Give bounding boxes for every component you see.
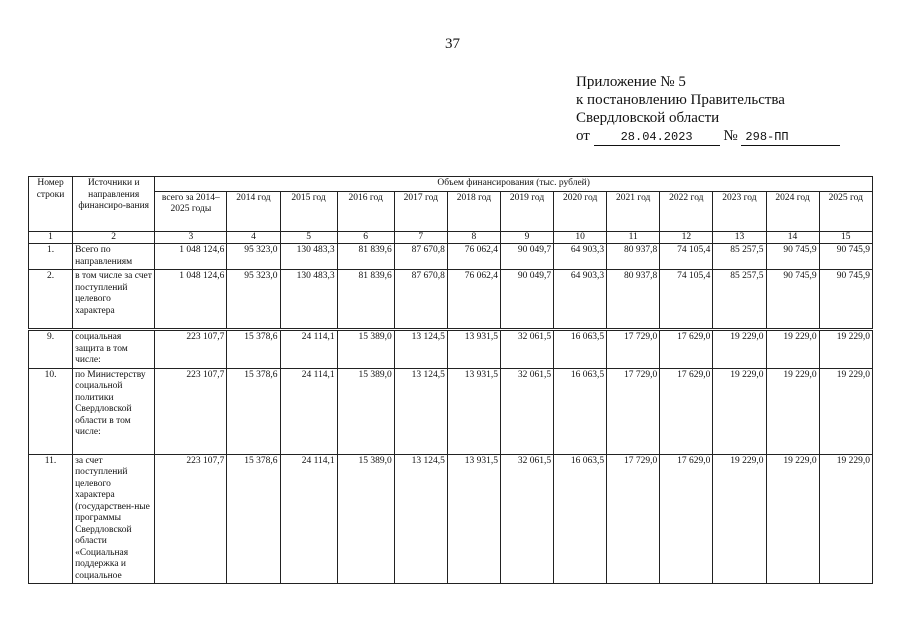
year-value-cell: 17 629,0 [660, 368, 713, 454]
column-number: 14 [766, 231, 819, 244]
column-number: 9 [500, 231, 553, 244]
row-name-cell: по Министерству социальной политики Свердловской области в том числе: [73, 368, 155, 454]
year-value-cell: 81 839,6 [337, 244, 394, 270]
resolution-number: 298-ПП [741, 130, 840, 146]
year-value-cell: 19 229,0 [713, 454, 766, 584]
year-value-cell: 90 745,9 [766, 244, 819, 270]
table-row [29, 330, 873, 369]
year-value-cell: 90 745,9 [819, 270, 872, 330]
total-cell: 223 107,7 [155, 330, 227, 369]
year-value-cell: 80 937,8 [607, 270, 660, 330]
year-value-cell: 15 389,0 [337, 454, 394, 584]
column-number: 13 [713, 231, 766, 244]
header-year: 2019 год [500, 191, 553, 231]
year-value-cell: 19 229,0 [819, 454, 872, 584]
header-year: 2022 год [660, 191, 713, 231]
year-value-cell: 85 257,5 [713, 270, 766, 330]
appendix-line-2: к постановлению Правительства [576, 92, 785, 108]
page-number: 37 [445, 36, 460, 52]
column-number: 5 [280, 231, 337, 244]
table-row [29, 368, 873, 454]
header-funding-volume: Объем финансирования (тыс. рублей) [155, 177, 873, 192]
year-value-cell: 13 931,5 [447, 454, 500, 584]
year-value-cell: 32 061,5 [500, 454, 553, 584]
column-number: 3 [155, 231, 227, 244]
year-value-cell: 90 049,7 [500, 244, 553, 270]
header-year: 2018 год [447, 191, 500, 231]
year-value-cell: 15 378,6 [227, 368, 280, 454]
header-total: всего за 2014–2025 годы [155, 191, 227, 231]
year-value-cell: 13 931,5 [447, 330, 500, 369]
header-year: 2015 год [280, 191, 337, 231]
year-value-cell: 19 229,0 [819, 330, 872, 369]
table-row [29, 454, 873, 584]
year-value-cell: 64 903,3 [554, 270, 607, 330]
row-name-cell: в том числе за счет поступлений целевого характера [73, 270, 155, 330]
column-number: 6 [337, 231, 394, 244]
column-number: 11 [607, 231, 660, 244]
year-value-cell: 15 378,6 [227, 330, 280, 369]
year-value-cell: 19 229,0 [766, 330, 819, 369]
year-value-cell: 17 629,0 [660, 330, 713, 369]
year-value-cell: 15 389,0 [337, 330, 394, 369]
year-value-cell: 17 729,0 [607, 330, 660, 369]
total-cell: 1 048 124,6 [155, 244, 227, 270]
year-value-cell: 87 670,8 [394, 270, 447, 330]
header-row-number: Номер строки [29, 177, 73, 232]
year-value-cell: 19 229,0 [713, 368, 766, 454]
total-cell: 223 107,7 [155, 454, 227, 584]
year-value-cell: 95 323,0 [227, 270, 280, 330]
row-name-cell: Всего по направлениям [73, 244, 155, 270]
column-number: 7 [394, 231, 447, 244]
year-value-cell: 16 063,5 [554, 454, 607, 584]
column-number: 8 [447, 231, 500, 244]
total-cell: 223 107,7 [155, 368, 227, 454]
header-year: 2021 год [607, 191, 660, 231]
from-label: от [576, 128, 590, 144]
appendix-block [576, 73, 840, 146]
appendix-line-3: Свердловской области [576, 110, 720, 126]
year-value-cell: 81 839,6 [337, 270, 394, 330]
year-value-cell: 32 061,5 [500, 368, 553, 454]
year-value-cell: 76 062,4 [447, 244, 500, 270]
column-number: 4 [227, 231, 280, 244]
year-value-cell: 16 063,5 [554, 330, 607, 369]
column-number: 1 [29, 231, 73, 244]
year-value-cell: 17 729,0 [607, 454, 660, 584]
header-year: 2024 год [766, 191, 819, 231]
year-value-cell: 13 124,5 [394, 454, 447, 584]
appendix-date-line [576, 127, 840, 146]
column-number: 10 [554, 231, 607, 244]
year-value-cell: 13 931,5 [447, 368, 500, 454]
year-value-cell: 16 063,5 [554, 368, 607, 454]
year-value-cell: 130 483,3 [280, 270, 337, 330]
year-value-cell: 74 105,4 [660, 244, 713, 270]
year-value-cell: 32 061,5 [500, 330, 553, 369]
row-number-cell: 2. [29, 270, 73, 330]
row-number-cell: 9. [29, 330, 73, 369]
year-value-cell: 130 483,3 [280, 244, 337, 270]
year-value-cell: 15 378,6 [227, 454, 280, 584]
header-sources: Источники и направления финансиро-вания [73, 177, 155, 232]
column-number: 2 [73, 231, 155, 244]
year-value-cell: 24 114,1 [280, 330, 337, 369]
year-value-cell: 19 229,0 [819, 368, 872, 454]
row-number-cell: 1. [29, 244, 73, 270]
total-cell: 1 048 124,6 [155, 270, 227, 330]
column-number: 12 [660, 231, 713, 244]
year-value-cell: 13 124,5 [394, 330, 447, 369]
year-value-cell: 76 062,4 [447, 270, 500, 330]
year-value-cell: 24 114,1 [280, 454, 337, 584]
row-name-cell: социальная защита в том числе: [73, 330, 155, 369]
funding-table [28, 176, 873, 584]
year-value-cell: 80 937,8 [607, 244, 660, 270]
row-number-cell: 10. [29, 368, 73, 454]
year-value-cell: 17 729,0 [607, 368, 660, 454]
year-value-cell: 95 323,0 [227, 244, 280, 270]
year-value-cell: 24 114,1 [280, 368, 337, 454]
year-value-cell: 19 229,0 [766, 368, 819, 454]
row-number-cell: 11. [29, 454, 73, 584]
header-year: 2023 год [713, 191, 766, 231]
number-label: № [723, 128, 738, 144]
table-row [29, 270, 873, 330]
year-value-cell: 17 629,0 [660, 454, 713, 584]
header-year: 2014 год [227, 191, 280, 231]
appendix-title: Приложение № 5 [576, 74, 686, 90]
year-value-cell: 87 670,8 [394, 244, 447, 270]
header-year: 2025 год [819, 191, 872, 231]
year-value-cell: 64 903,3 [554, 244, 607, 270]
year-value-cell: 19 229,0 [766, 454, 819, 584]
year-value-cell: 74 105,4 [660, 270, 713, 330]
column-number: 15 [819, 231, 872, 244]
year-value-cell: 19 229,0 [713, 330, 766, 369]
year-value-cell: 90 745,9 [819, 244, 872, 270]
table-row [29, 244, 873, 270]
header-year: 2017 год [394, 191, 447, 231]
header-year: 2020 год [554, 191, 607, 231]
year-value-cell: 90 049,7 [500, 270, 553, 330]
resolution-date: 28.04.2023 [594, 130, 720, 146]
year-value-cell: 13 124,5 [394, 368, 447, 454]
header-year: 2016 год [337, 191, 394, 231]
year-value-cell: 15 389,0 [337, 368, 394, 454]
year-value-cell: 85 257,5 [713, 244, 766, 270]
year-value-cell: 90 745,9 [766, 270, 819, 330]
row-name-cell: за счет поступлений целевого характера (государствен-ные программы Свердловской области «Социальная поддержка и социальное [73, 454, 155, 584]
